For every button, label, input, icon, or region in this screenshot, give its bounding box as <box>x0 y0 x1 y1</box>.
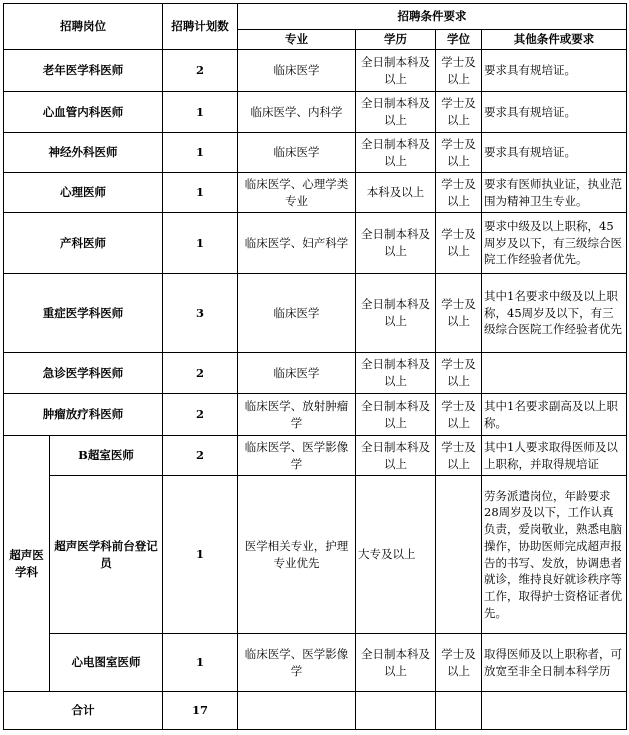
position-cell: 心电图室医师 <box>50 634 163 692</box>
table-row <box>4 634 627 692</box>
major-cell: 临床医学、心理学类专业 <box>238 173 356 213</box>
table-row <box>4 92 627 133</box>
position-cell: 肿瘤放疗科医师 <box>4 394 163 436</box>
empty-cell <box>356 692 436 730</box>
header-major: 专业 <box>238 30 356 50</box>
table-row <box>4 274 627 353</box>
count-cell: 2 <box>163 353 238 394</box>
degree-cell: 学士及以上 <box>436 353 482 394</box>
position-cell: 急诊医学科医师 <box>4 353 163 394</box>
education-cell: 本科及以上 <box>356 173 436 213</box>
header-degree: 学位 <box>436 30 482 50</box>
header-other: 其他条件或要求 <box>482 30 627 50</box>
other-cell: 其中1人要求取得医师及以上职称，并取得规培证 <box>482 436 627 476</box>
other-cell: 要求具有规培证。 <box>482 92 627 133</box>
degree-cell: 学士及以上 <box>436 173 482 213</box>
total-label: 合计 <box>4 692 163 730</box>
position-cell: B超室医师 <box>50 436 163 476</box>
major-cell: 临床医学 <box>238 274 356 353</box>
education-cell: 全日制本科及以上 <box>356 353 436 394</box>
count-cell: 1 <box>163 92 238 133</box>
education-cell: 全日制本科及以上 <box>356 634 436 692</box>
major-cell: 临床医学、放射肿瘤学 <box>238 394 356 436</box>
count-cell: 2 <box>163 436 238 476</box>
other-cell: 要求中级及以上职称，45周岁及以下，有三级综合医院工作经验者优先。 <box>482 213 627 274</box>
major-cell: 临床医学、内科学 <box>238 92 356 133</box>
table-row <box>4 436 627 476</box>
table-row <box>4 173 627 213</box>
position-cell: 老年医学科医师 <box>4 50 163 92</box>
degree-cell: 学士及以上 <box>436 133 482 173</box>
table-row <box>4 353 627 394</box>
count-cell: 1 <box>163 476 238 634</box>
other-cell: 劳务派遣岗位，年龄要求28周岁及以下，工作认真负责，爱岗敬业，熟悉电脑操作，协助医师完成超声报告的书写、发放，协调患者就诊，维持良好就诊秩序等工作，取得护士资格证者优先。 <box>482 476 627 634</box>
education-cell: 全日制本科及以上 <box>356 133 436 173</box>
degree-cell: 学士及以上 <box>436 50 482 92</box>
other-cell: 其中1名要求中级及以上职称，45周岁及以下，有三级综合医院工作经验者优先 <box>482 274 627 353</box>
empty-cell <box>238 692 356 730</box>
position-cell: 超声医学科前台登记员 <box>50 476 163 634</box>
header-conditions: 招聘条件要求 <box>238 4 627 30</box>
other-cell: 要求有医师执业证，执业范围为精神卫生专业。 <box>482 173 627 213</box>
position-cell: 心理医师 <box>4 173 163 213</box>
education-cell: 大专及以上 <box>356 476 436 634</box>
degree-cell: 学士及以上 <box>436 394 482 436</box>
empty-cell <box>482 692 627 730</box>
education-cell: 全日制本科及以上 <box>356 436 436 476</box>
header-education: 学历 <box>356 30 436 50</box>
position-cell: 重症医学科医师 <box>4 274 163 353</box>
table-row <box>4 476 627 634</box>
total-row <box>4 692 627 730</box>
count-cell: 2 <box>163 50 238 92</box>
other-cell: 要求具有规培证。 <box>482 133 627 173</box>
degree-cell: 学士及以上 <box>436 92 482 133</box>
table-row <box>4 394 627 436</box>
major-cell: 临床医学 <box>238 50 356 92</box>
major-cell: 临床医学、妇产科学 <box>238 213 356 274</box>
position-cell: 神经外科医师 <box>4 133 163 173</box>
major-cell: 临床医学 <box>238 133 356 173</box>
recruitment-table <box>3 3 627 730</box>
position-cell: 产科医师 <box>4 213 163 274</box>
degree-cell <box>436 476 482 634</box>
education-cell: 全日制本科及以上 <box>356 213 436 274</box>
education-cell: 全日制本科及以上 <box>356 394 436 436</box>
degree-cell: 学士及以上 <box>436 634 482 692</box>
other-cell <box>482 353 627 394</box>
header-position: 招聘岗位 <box>4 4 163 50</box>
table-row <box>4 213 627 274</box>
count-cell: 2 <box>163 394 238 436</box>
empty-cell <box>436 692 482 730</box>
count-cell: 1 <box>163 634 238 692</box>
count-cell: 3 <box>163 274 238 353</box>
other-cell: 取得医师及以上职称者，可放宽至非全日制本科学历 <box>482 634 627 692</box>
major-cell: 临床医学、医学影像学 <box>238 634 356 692</box>
education-cell: 全日制本科及以上 <box>356 92 436 133</box>
total-count: 17 <box>163 692 238 730</box>
header-count: 招聘计划数 <box>163 4 238 50</box>
degree-cell: 学士及以上 <box>436 436 482 476</box>
other-cell: 要求具有规培证。 <box>482 50 627 92</box>
position-cell: 心血管内科医师 <box>4 92 163 133</box>
major-cell: 医学相关专业，护理专业优先 <box>238 476 356 634</box>
table-row <box>4 50 627 92</box>
group-name-cell: 超声医学科 <box>4 436 50 692</box>
degree-cell: 学士及以上 <box>436 274 482 353</box>
count-cell: 1 <box>163 173 238 213</box>
major-cell: 临床医学 <box>238 353 356 394</box>
other-cell: 其中1名要求副高及以上职称。 <box>482 394 627 436</box>
degree-cell: 学士及以上 <box>436 213 482 274</box>
count-cell: 1 <box>163 213 238 274</box>
education-cell: 全日制本科及以上 <box>356 274 436 353</box>
education-cell: 全日制本科及以上 <box>356 50 436 92</box>
table-row <box>4 133 627 173</box>
major-cell: 临床医学、医学影像学 <box>238 436 356 476</box>
count-cell: 1 <box>163 133 238 173</box>
